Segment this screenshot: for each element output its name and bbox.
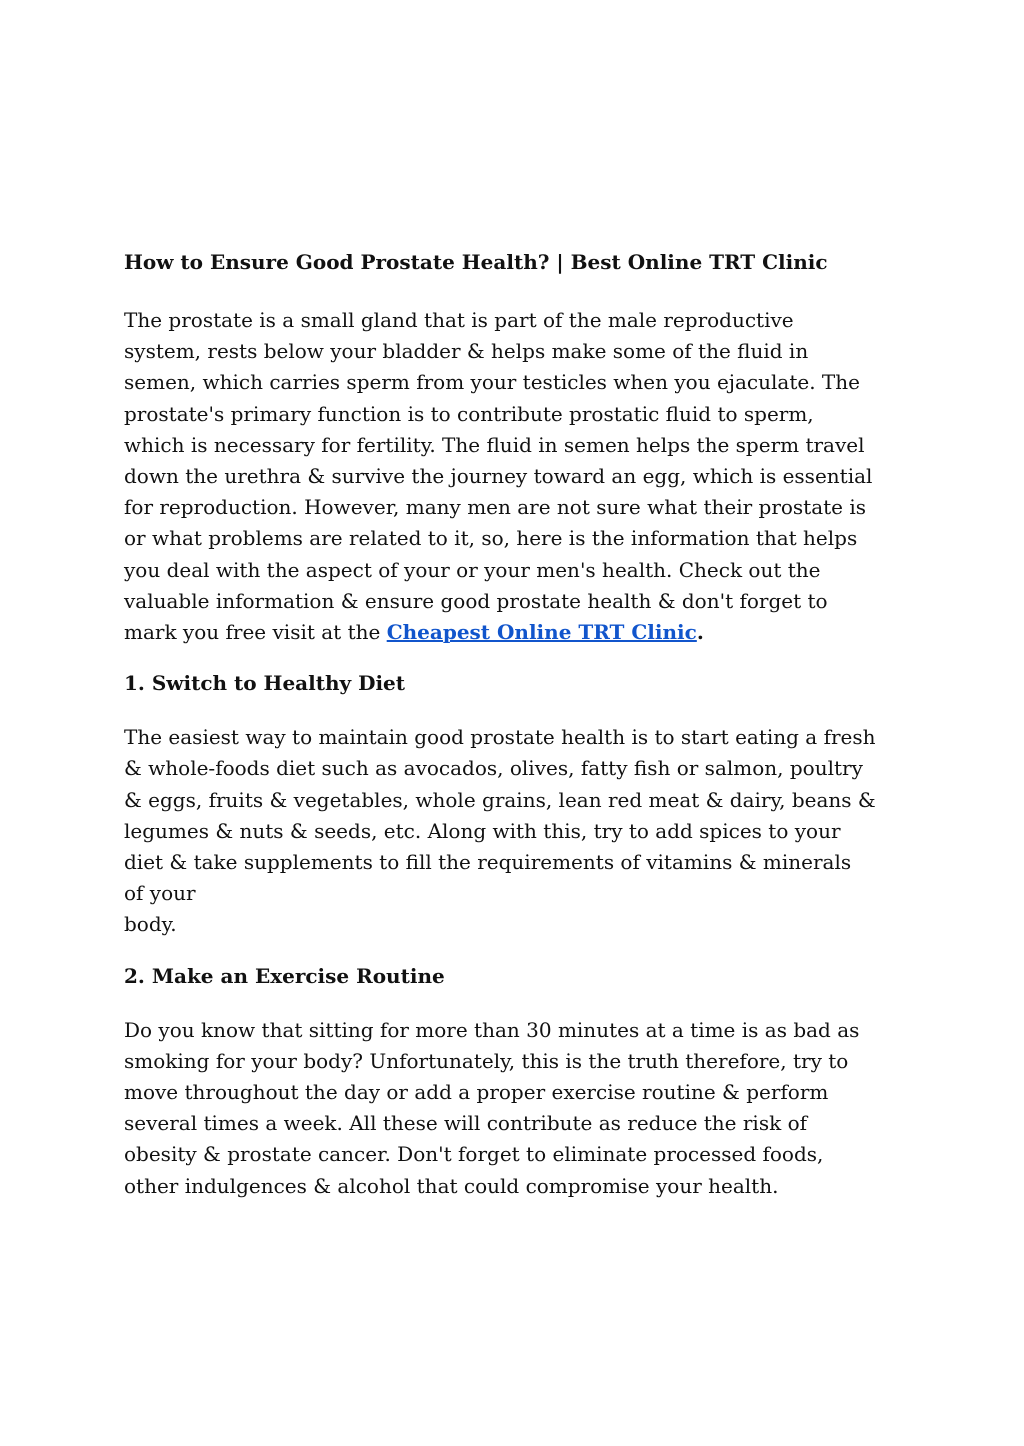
page-title: How to Ensure Good Prostate Health? | Best Online TRT Clinic xyxy=(124,250,828,274)
text-line: valuable information & ensure good prostate health & don't forget to xyxy=(124,588,828,613)
text-line: prostate's primary function is to contribute prostatic fluid to sperm, xyxy=(124,401,814,426)
exercise-paragraph xyxy=(124,1015,914,1202)
text-line: down the urethra & survive the journey toward an egg, which is essential xyxy=(124,464,873,489)
text-line: move throughout the day or add a proper exercise routine & perform xyxy=(124,1080,829,1105)
text-line: you deal with the aspect of your or your men's health. Check out the xyxy=(124,557,821,582)
text-line: or what problems are related to it, so, here is the information that helps xyxy=(124,526,858,551)
text-line: legumes & nuts & seeds, etc. Along with this, try to add spices to your xyxy=(124,818,841,843)
intro-suffix: . xyxy=(696,620,704,645)
diet-paragraph xyxy=(124,722,914,940)
document-page xyxy=(124,242,914,1202)
trt-clinic-link[interactable]: Cheapest Online TRT Clinic xyxy=(386,620,697,645)
text-line: & eggs, fruits & vegetables, whole grains, lean red meat & dairy, beans & xyxy=(124,787,876,812)
text-line: & whole-foods diet such as avocados, olives, fatty fish or salmon, poultry xyxy=(124,756,863,781)
text-line: Do you know that sitting for more than 30 minutes at a time is as bad as xyxy=(124,1017,860,1042)
section-heading-diet: 1. Switch to Healthy Diet xyxy=(124,671,406,696)
text-line: system, rests below your bladder & helps make some of the fluid in xyxy=(124,339,809,364)
text-line: smoking for your body? Unfortunately, this is the truth therefore, try to xyxy=(124,1048,849,1073)
text-line: The easiest way to maintain good prostate health is to start eating a fresh xyxy=(124,725,876,750)
text-line: The prostate is a small gland that is part of the male reproductive xyxy=(124,308,794,332)
text-line: obesity & prostate cancer. Don't forget to eliminate processed foods, xyxy=(124,1142,824,1167)
text-line: of your xyxy=(124,881,196,906)
text-line-last xyxy=(124,617,914,648)
text-line: body. xyxy=(124,912,177,937)
section-heading-exercise: 2. Make an Exercise Routine xyxy=(124,963,445,988)
text-line: semen, which carries sperm from your testicles when you ejaculate. The xyxy=(124,370,860,395)
text-line: several times a week. All these will contribute as reduce the risk of xyxy=(124,1111,808,1136)
text-line: for reproduction. However, many men are not sure what their prostate is xyxy=(124,495,867,520)
text-line: other indulgences & alcohol that could compromise your health. xyxy=(124,1173,779,1198)
text-line: diet & take supplements to fill the requirements of vitamins & minerals xyxy=(124,850,852,875)
intro-paragraph xyxy=(124,305,914,648)
intro-prefix: mark you free visit at the xyxy=(124,620,387,645)
text-line: which is necessary for fertility. The fluid in semen helps the sperm travel xyxy=(124,432,865,457)
